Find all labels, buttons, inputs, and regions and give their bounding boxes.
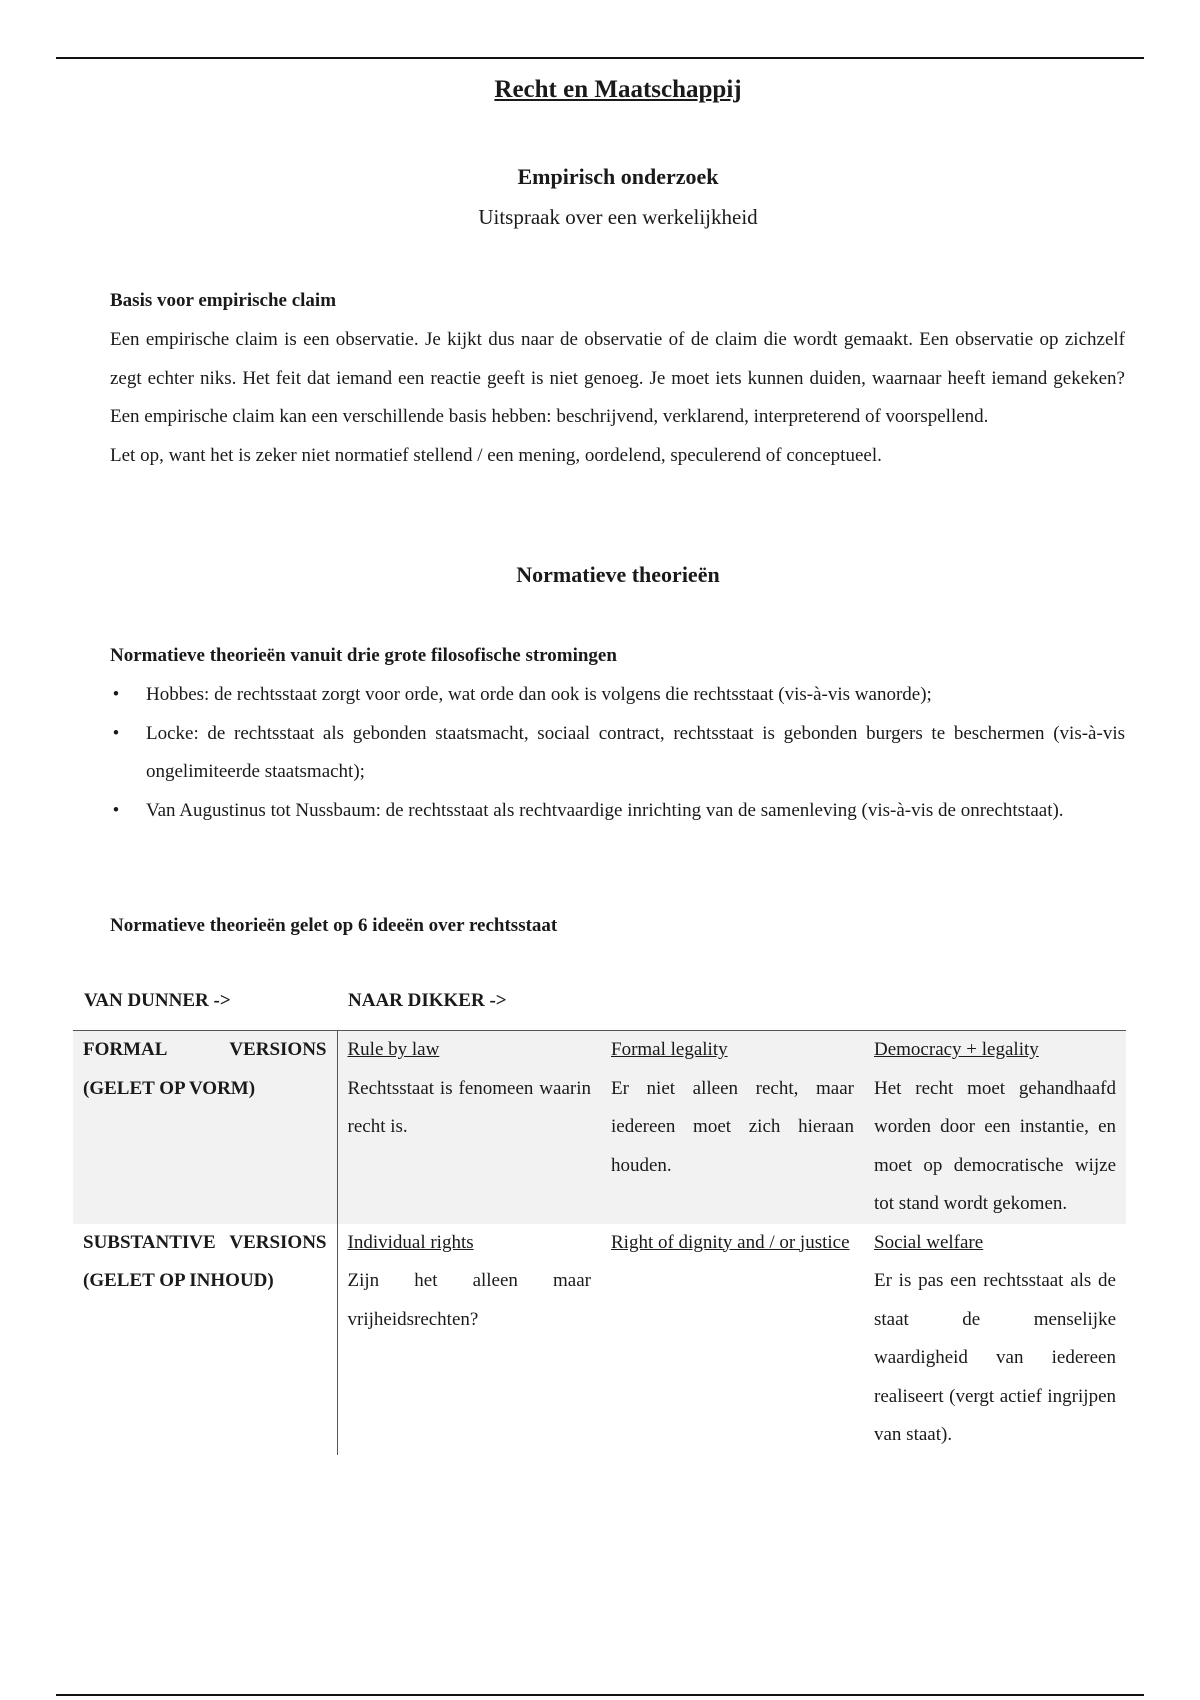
table-cell	[601, 1031, 864, 1224]
basis-paragraph-1: Een empirische claim is een observatie. Je kijkt dus naar de observatie of de claim die wordt gemaakt. Een observatie op zichzelf zegt echter niks. Het feit dat iemand een reactie geeft is niet genoeg. Je moet iets kunnen duiden, waarnaar heeft iemand gekeken? Een empirische claim kan een verschillende basis hebben: beschrijvend, verklarend, interpreterend of voorspellend.	[110, 329, 1125, 427]
bullet-icon: •	[112, 684, 120, 705]
basis-paragraph-2: Let op, want het is zeker niet normatief stellend / een mening, oordelend, speculerend of conceptueel.	[110, 444, 882, 466]
section-heading-normatief: Normatieve theorieën	[516, 562, 720, 587]
cell-text: Zijn het alleen maar vrijheidsrechten?	[347, 1270, 591, 1330]
cell-text: Het recht moet gehandhaafd worden door een instantie, en moet op democratische wijze tot stand wordt gekomen.	[874, 1077, 1116, 1214]
cell-text: Er is pas een rechtsstaat als de staat de menselijke waardigheid van iedereen realiseert (vergt actief ingrijpen van staat).	[874, 1270, 1116, 1445]
cell-title: Rule by law	[347, 1039, 440, 1060]
table-cell	[337, 1031, 601, 1224]
cell-title: Right of dignity and / or justice	[611, 1231, 850, 1253]
cell-text: Rechtsstaat is fenomeen waarin recht is.	[347, 1077, 591, 1137]
section-heading-empirisch: Empirisch onderzoek	[517, 164, 719, 189]
section-subtitle-empirisch: Uitspraak over een werkelijkheid	[478, 205, 758, 229]
table-cell	[337, 1224, 601, 1455]
list-item	[110, 715, 1125, 792]
scale-to: NAAR DIKKER ->	[348, 990, 507, 1011]
table-row	[73, 1224, 1126, 1455]
cell-title: Democracy + legality	[874, 1039, 1039, 1060]
basis-text	[110, 321, 1125, 475]
list-item-text: Hobbes: de rechtsstaat zorgt voor orde, wat orde dan ook is volgens die rechtsstaat (vis-à-vis wanorde);	[146, 684, 932, 705]
table-row	[73, 1031, 1126, 1224]
cell-text: Er niet alleen recht, maar iedereen moet zich hieraan houden.	[611, 1077, 854, 1176]
streams-list	[110, 676, 1125, 830]
document-title: Recht en Maatschappij	[494, 76, 742, 103]
bullet-icon: •	[112, 799, 120, 821]
cell-title: Individual rights	[347, 1231, 474, 1253]
top-rule	[56, 57, 1144, 59]
list-item-text: Van Augustinus tot Nussbaum: de rechtsstaat als rechtvaardige inrichting van de samenleving (vis-à-vis de onrechtstaat).	[146, 799, 1064, 821]
list-item	[110, 792, 1125, 831]
streams-heading: Normatieve theorieën vanuit drie grote filosofische stromingen	[110, 645, 617, 666]
row-label: FORMAL VERSIONS (GELET OP VORM)	[73, 1031, 337, 1224]
bottom-rule	[56, 1694, 1144, 1696]
table-cell	[864, 1224, 1126, 1455]
list-item	[110, 676, 1125, 715]
cell-title: Social welfare	[874, 1231, 984, 1253]
table-cell	[601, 1224, 864, 1455]
row-label: SUBSTANTIVE VERSIONS (GELET OP INHOUD)	[73, 1224, 337, 1455]
ideas-table	[73, 1030, 1126, 1455]
ideas-heading: Normatieve theorieën gelet op 6 ideeën over rechtsstaat	[110, 915, 558, 936]
scale-from: VAN DUNNER ->	[84, 990, 231, 1011]
bullet-icon: •	[112, 722, 120, 744]
table-cell	[864, 1031, 1126, 1224]
cell-title: Formal legality	[611, 1039, 728, 1060]
list-item-text: Locke: de rechtsstaat als gebonden staatsmacht, sociaal contract, rechtsstaat is gebonden burgers te beschermen (vis-à-vis ongelimiteerde staatsmacht);	[146, 722, 1125, 782]
basis-heading: Basis voor empirische claim	[110, 290, 337, 311]
